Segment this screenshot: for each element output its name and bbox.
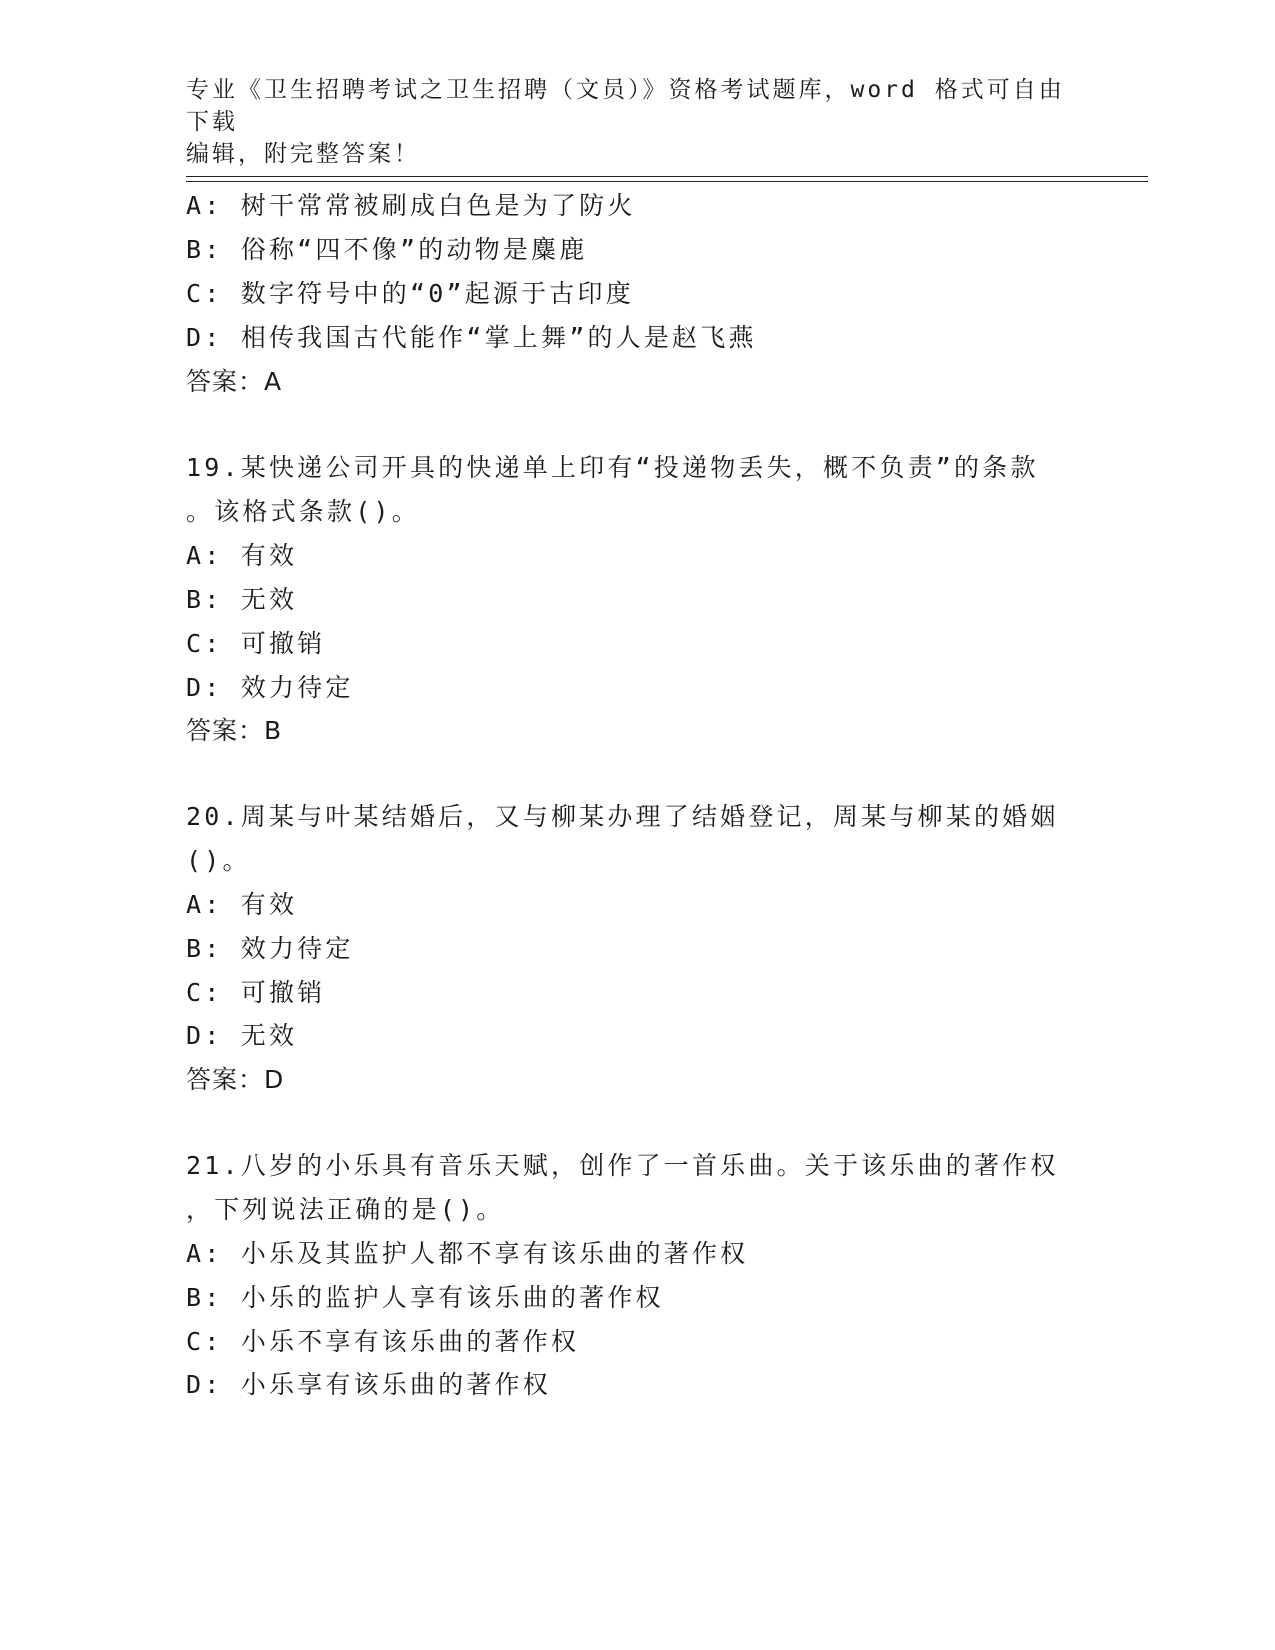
- q19-answer: 答案：B: [186, 716, 283, 745]
- q21-option-c: C: 小乐不享有该乐曲的著作权: [186, 1327, 580, 1356]
- q19-option-a: A: 有效: [186, 541, 298, 570]
- intro-line-1: 专业《卫生招聘考试之卫生招聘（文员）》资格考试题库，word 格式可自由下载: [186, 77, 1065, 135]
- q19-option-b: B: 无效: [186, 585, 298, 614]
- q21-option-b: B: 小乐的监护人享有该乐曲的著作权: [186, 1283, 664, 1312]
- q21-stem-line-1: 21.八岁的小乐具有音乐天赋，创作了一首乐曲。关于该乐曲的著作权: [186, 1151, 1059, 1180]
- q20-stem-line-2: ()。: [186, 846, 251, 875]
- q18-option-d: D: 相传我国古代能作“掌上舞”的人是赵飞燕: [186, 323, 757, 352]
- header-divider-top: [186, 176, 1148, 177]
- q20-option-c: C: 可撤销: [186, 978, 326, 1007]
- q20-answer: 答案：D: [186, 1065, 285, 1094]
- intro-line-2: 编辑，附完整答案！: [186, 141, 420, 167]
- document-intro: [186, 74, 1086, 170]
- q19-stem-line-2: 。该格式条款()。: [186, 497, 420, 526]
- q21-option-d: D: 小乐享有该乐曲的著作权: [186, 1370, 551, 1399]
- q19-option-d: D: 效力待定: [186, 673, 354, 702]
- q21-stem-line-2: ，下列说法正确的是()。: [186, 1195, 505, 1224]
- q21-option-a: A: 小乐及其监护人都不享有该乐曲的著作权: [186, 1239, 749, 1268]
- q18-answer: 答案：A: [186, 367, 283, 396]
- q18-option-a: A: 树干常常被刷成白色是为了防火: [186, 191, 636, 220]
- q20-option-a: A: 有效: [186, 890, 298, 919]
- q19-stem-line-1: 19.某快递公司开具的快递单上印有“投递物丢失，概不负责”的条款: [186, 453, 1039, 482]
- header-divider-bottom: [186, 181, 1148, 182]
- q18-option-b: B: 俗称“四不像”的动物是麋鹿: [186, 235, 588, 264]
- q20-stem-line-1: 20.周某与叶某结婚后，又与柳某办理了结婚登记，周某与柳某的婚姻: [186, 802, 1059, 831]
- q20-option-d: D: 无效: [186, 1021, 298, 1050]
- q20-option-b: B: 效力待定: [186, 934, 354, 963]
- q18-option-c: C: 数字符号中的“0”起源于古印度: [186, 279, 634, 308]
- q19-option-c: C: 可撤销: [186, 629, 326, 658]
